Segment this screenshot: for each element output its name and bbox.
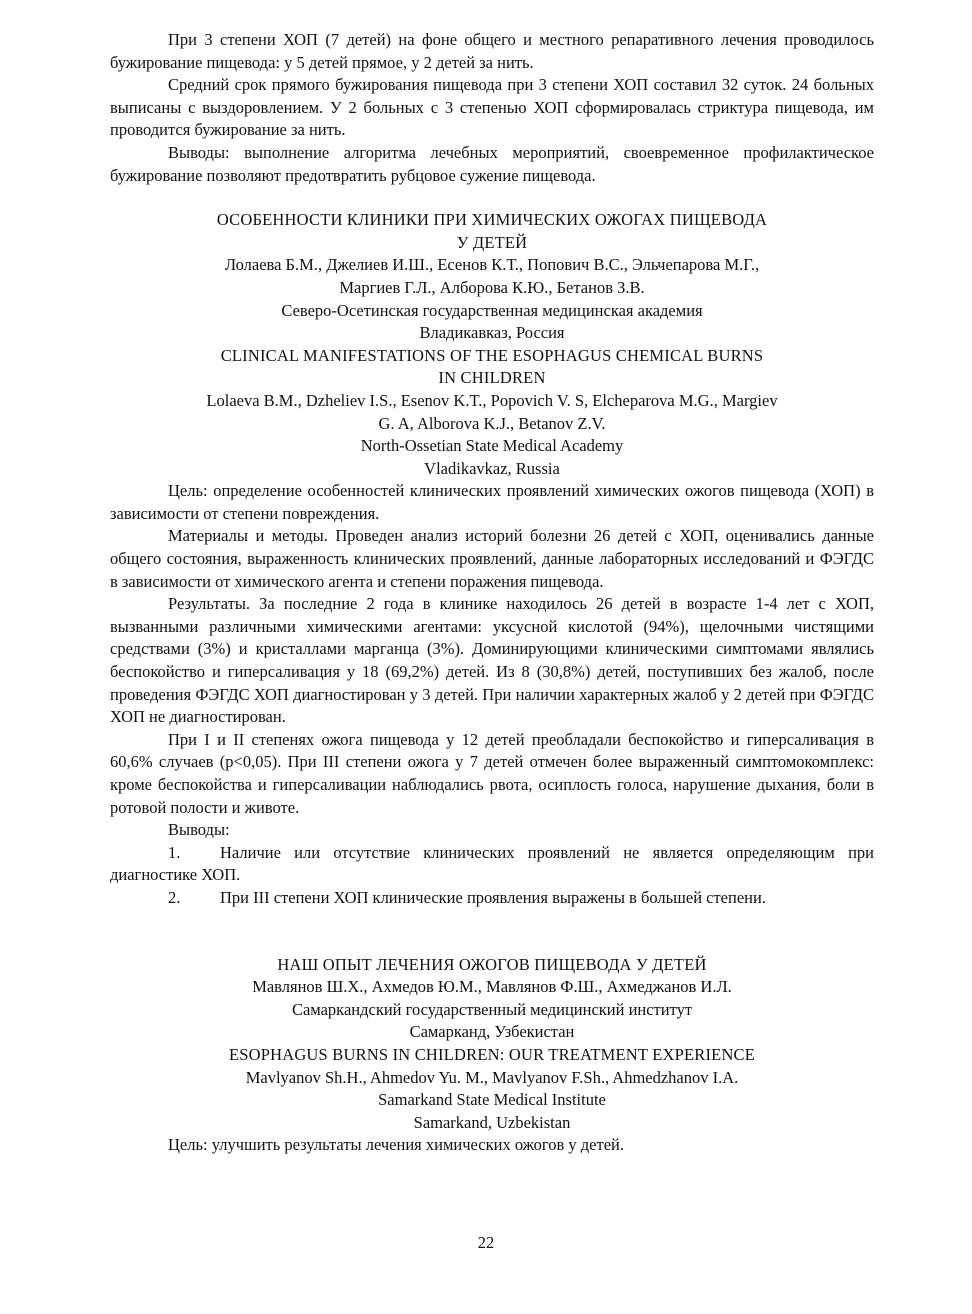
article-1-authors-ru-line-2: Маргиев Г.Л., Алборова К.Ю., Бетанов З.В. [339,277,645,297]
article-1-authors-en-line-1: Lolaeva B.M., Dzheliev I.S., Esenov K.T., Popovich V. S, Elcheparova M.G., Margiev [206,390,778,410]
conclusion-item-2 [110,887,874,910]
section-spacer [110,187,874,209]
article-2-affiliation-en: Samarkand State Medical Institute [378,1090,606,1110]
article-2-title-en: ESOPHAGUS BURNS IN CHILDREN: OUR TREATMENT EXPERIENCE [228,1044,756,1064]
article-2-affiliation-ru: Самаркандский государственный медицинский институт [291,999,693,1019]
article-2-city-en: Samarkand, Uzbekistan [413,1112,571,1132]
article-2-title-ru: НАШ ОПЫТ ЛЕЧЕНИЯ ОЖОГОВ ПИЩЕВОДА У ДЕТЕЙ [277,954,707,974]
intro-paragraph-1: При 3 степени ХОП (7 детей) на фоне общего и местного репаративного лечения проводилось бужирование пищевода: у 5 детей прямое, у 2 детей за нить. [110,30,874,72]
article-1 [110,209,874,909]
conclusion-number: 1. [168,842,181,862]
article-2-authors-en: Mavlyanov Sh.H., Ahmedov Yu. M., Mavlyanov F.Sh., Ahmedzhanov I.A. [245,1067,739,1087]
article-1-title-ru-line-1: ОСОБЕННОСТИ КЛИНИКИ ПРИ ХИМИЧЕСКИХ ОЖОГАХ ПИЩЕВОДА [216,210,768,230]
article-2-goal: Цель: улучшить результаты лечения химических ожогов у детей. [168,1135,624,1155]
article-1-title-en-line-1: CLINICAL MANIFESTATIONS OF THE ESOPHAGUS CHEMICAL BURNS [220,345,764,365]
article-1-conclusions-label: Выводы: [168,820,230,840]
article-2-authors-ru: Мавлянов Ш.Х., Ахмедов Ю.М., Мавлянов Ф.Ш., Ахмеджанов И.Л. [252,977,732,997]
section-spacer [110,910,874,932]
conclusion-text: При III степени ХОП клинические проявления выражены в большей степени. [220,887,766,907]
article-1-authors-ru-line-1: Лолаева Б.М., Джелиев И.Ш., Есенов К.Т., Попович В.С., Эльчепарова М.Г., [224,255,760,275]
conclusion-number: 2. [168,887,181,907]
article-1-title-en-line-2: IN CHILDREN [438,368,546,388]
intro-conclusion: Выводы: выполнение алгоритма лечебных мероприятий, своевременное профилактическое бужирование позволяют предотвратить рубцовое сужение пищевода. [110,142,874,185]
article-1-title-ru-line-2: У ДЕТЕЙ [456,232,528,252]
article-1-affiliation-en: North-Ossetian State Medical Academy [360,436,624,456]
article-1-authors-en-line-2: G. A, Alborova K.J., Betanov Z.V. [378,413,606,433]
article-1-city-ru: Владикавказ, Россия [419,323,565,343]
page-number: 22 [477,1233,495,1252]
article-1-results-degrees: При I и II степенях ожога пищевода у 12 детей преобладали беспокойство и гиперсаливация в 60,6% случаев (p<0,05). При III степени ожога у 7 детей отмечен более выраженный симптомокомплекс: кроме беспокойства и гиперсаливации наблюдались рвота, осиплость голоса, нарушение дыхания, боли в ротовой полости и животе. [110,729,874,817]
article-1-results: Результаты. За последние 2 года в клинике находилось 26 детей в возрасте 1-4 лет с ХОП, вызванными различными химическими агентами: уксусной кислотой (94%), щелочными чистящими средствами (3%) и кристаллами марганца (3%). Доминирующими клиническими симптомами являлись беспокойство и гиперсаливация у 18 (69,2%) детей. Из 8 (30,8%) детей, поступивших без жалоб, после проведения ФЭГДС ХОП диагностирован у 3 детей. При наличии характерных жалоб у 2 детей при ФЭГДС ХОП не диагностирован. [110,594,874,727]
article-2 [110,954,874,1157]
article-1-goal: Цель: определение особенностей клинических проявлений химических ожогов пищевода (ХОП) в зависимости от степени повреждения. [110,481,874,523]
article-1-methods: Материалы и методы. Проведен анализ историй болезни 26 детей с ХОП, оценивались данные общего состояния, выраженность клинических проявлений, данные лабораторных исследований и ФЭГДС в зависимости от химического агента и степени поражения пищевода. [110,526,874,591]
conclusion-text: Наличие или отсутствие клинических проявлений не является определяющим при диагностике ХОП. [110,842,874,885]
article-1-affiliation-ru: Северо-Осетинская государственная медицинская академия [281,300,703,320]
article-2-city-ru: Самарканд, Узбекистан [409,1022,575,1042]
section-spacer [110,932,874,954]
intro-section [110,29,874,187]
conclusion-item-1 [110,842,874,887]
intro-paragraph-2: Средний срок прямого бужирования пищевода при 3 степени ХОП составил 32 суток. 24 больных выписаны с выздоровлением. У 2 больных с 3 степенью ХОП сформировалась стриктура пищевода, им проводится бужирование за нить. [110,75,874,140]
article-1-city-en: Vladikavkaz, Russia [424,458,560,478]
